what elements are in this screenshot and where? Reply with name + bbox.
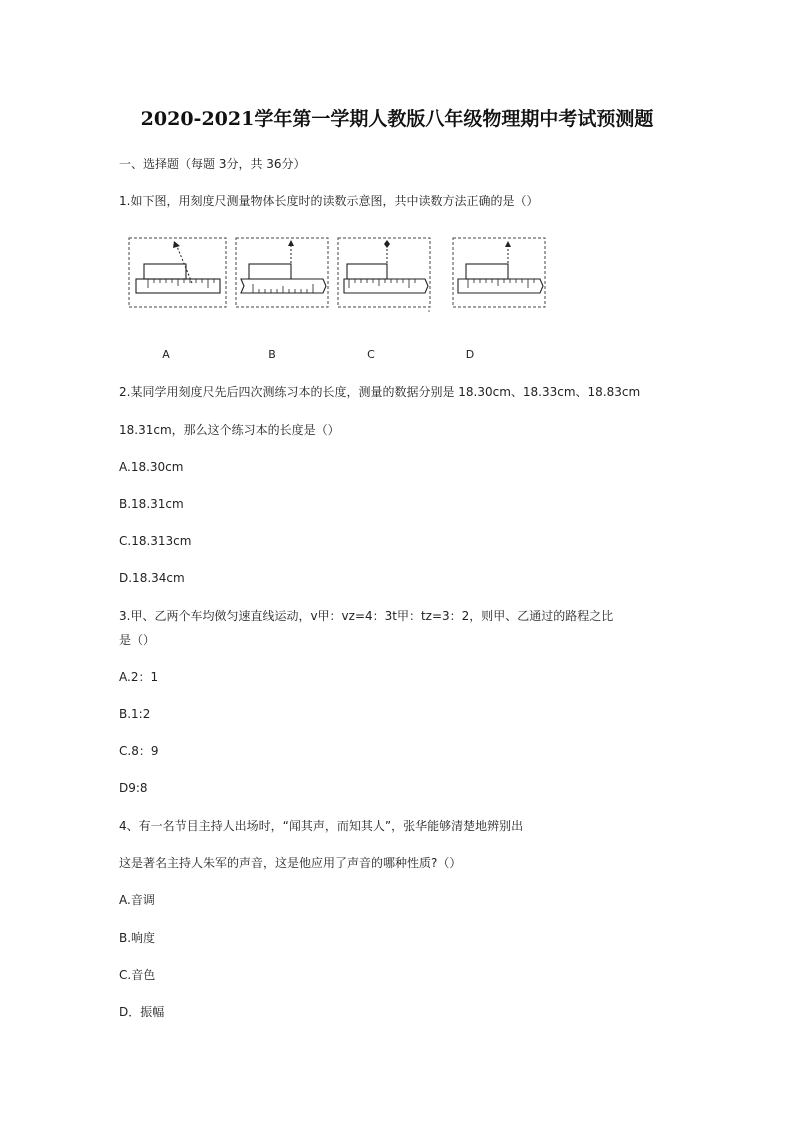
ruler-figure-a <box>128 237 228 309</box>
question-1-stem: 1.如下图，用刻度尺测量物体长度时的读数示意图，共中读数方法正确的是（） <box>119 194 539 208</box>
question-4-option-d: D．振幅 <box>119 1005 165 1019</box>
question-2-option-d: D.18.34cm <box>119 571 185 585</box>
question-3-option-d: D9:8 <box>119 781 148 795</box>
section-heading: 一、选择题（每题 3分，共 36分） <box>119 157 306 171</box>
question-4-stem-line2: 这是著名主持人朱军的声音，这是他应用了声音的哪种性质?（） <box>119 856 462 870</box>
question-3-stem-line1: 3.甲、乙两个车均傚匀速直线运动，v甲：vz=4：3t甲：tz=3：2，则甲、乙通过的路程之比 <box>119 609 614 623</box>
question-2-stem-line2: 18.31cm，那么这个练习本的长度是（） <box>119 423 340 437</box>
figure-label-b: B <box>268 348 276 361</box>
question-4-option-a: A.音调 <box>119 893 155 907</box>
figure-label-c: C <box>367 348 375 361</box>
page-title: 2020-2021学年第一学期人教版八年级物理期中考试预测题 <box>140 108 654 130</box>
ruler-figure-c <box>337 237 433 313</box>
figure-label-a: A <box>162 348 170 361</box>
question-2-stem-line1: 2.某同学用刻度尺先后四次测练习本的长度，测量的数据分别是 18.30cm、18.33cm、18.83cm <box>119 385 641 399</box>
question-3-stem-line2: 是（） <box>119 633 156 647</box>
question-3-option-c: C.8：9 <box>119 744 159 758</box>
question-3-option-b: B.1:2 <box>119 707 151 721</box>
question-2-option-b: B.18.31cm <box>119 497 184 511</box>
question-3-option-a: A.2：1 <box>119 670 159 684</box>
ruler-figure-b <box>235 237 330 309</box>
question-2-option-a: A.18.30cm <box>119 460 184 474</box>
question-4-stem-line1: 4、有一名节目主持人出场时，“闻其声，而知其人”，张华能够清楚地辨别出 <box>119 819 524 833</box>
figure-label-d: D <box>465 348 475 361</box>
question-2-option-c: C.18.313cm <box>119 534 192 548</box>
ruler-figure-d <box>452 237 547 309</box>
question-4-option-c: C.音色 <box>119 968 156 982</box>
question-4-option-b: B.响度 <box>119 931 156 945</box>
